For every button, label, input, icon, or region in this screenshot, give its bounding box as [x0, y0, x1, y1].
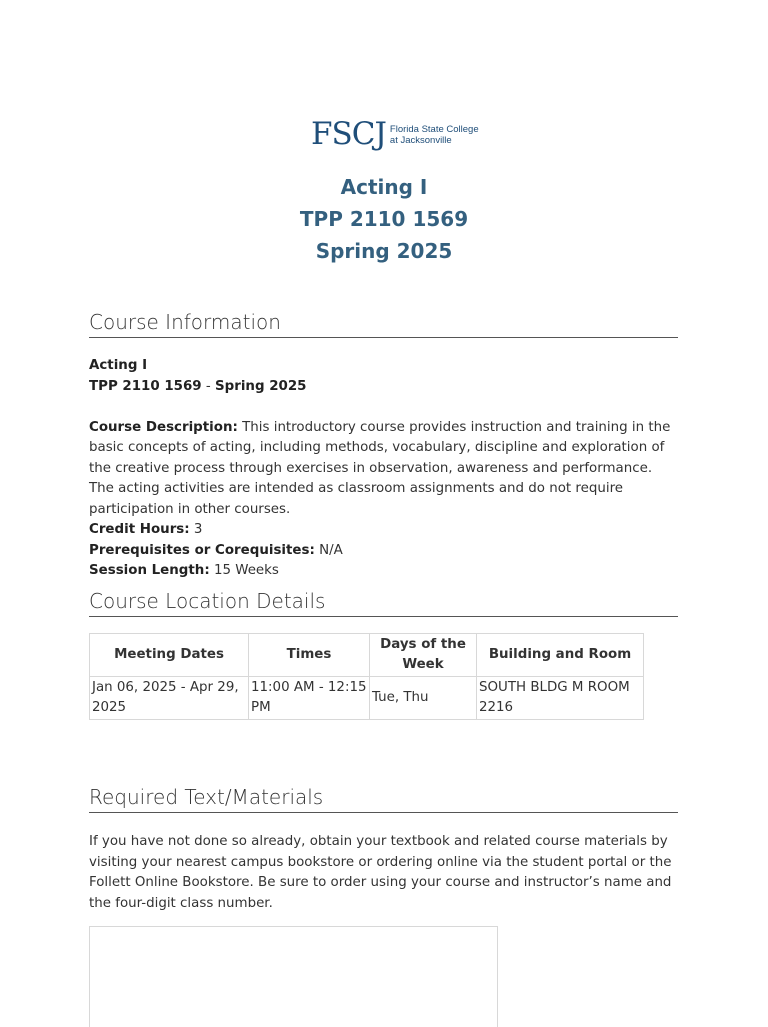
course-name: Acting I [89, 358, 148, 373]
table-row [90, 677, 644, 720]
course-information-heading: Course Information [89, 309, 678, 338]
logo-line-1: Florida State College [389, 124, 479, 135]
credit-hours-value: 3 [189, 522, 203, 537]
table-header-row [90, 634, 644, 677]
prerequisites-label: Prerequisites or Corequisites: [89, 542, 315, 558]
logo-text [390, 124, 479, 146]
session-length [89, 561, 678, 582]
column-header-times: Times [249, 634, 370, 677]
title-course-code: TPP 2110 1569 [299, 207, 469, 231]
course-description-text: This introductory course provides instruction and training in the basic concepts of acting, including methods, vocabulary, discipline and exploration of the creative process through exercises in observation, awareness and performance. The acting activities are intended as classroom assignments and do not require participation in other courses. [89, 419, 671, 517]
session-length-value: 15 Weeks [209, 563, 279, 578]
cell-times: 11:00 AM - 12:15 PM [249, 677, 370, 720]
column-header-meeting-dates: Meeting Dates [90, 634, 249, 677]
cell-days: Tue, Thu [370, 677, 477, 720]
fscj-logo [311, 115, 479, 153]
column-header-days: Days of the Week [370, 634, 477, 677]
prerequisites-value: N/A [314, 542, 343, 558]
cell-building-room: SOUTH BLDG M ROOM 2216 [477, 677, 644, 720]
course-term: Spring 2025 [214, 378, 307, 394]
logo-line-2: at Jacksonville [389, 135, 452, 146]
course-information-body [89, 356, 678, 582]
required-materials-text: If you have not done so already, obtain your textbook and related course materials by visiting your nearest campus bookstore or ordering online via the student portal or the Follett Online Bookstore. Be sure to order using your course and instructor’s name and the four-digit class number. [89, 834, 672, 911]
title-term: Spring 2025 [315, 239, 453, 263]
credit-hours [89, 520, 678, 541]
course-location-heading: Course Location Details [89, 588, 678, 617]
course-description-label: Course Description: [89, 419, 238, 435]
required-materials-heading: Required Text/Materials [89, 784, 678, 813]
cell-meeting-dates: Jan 06, 2025 - Apr 29, 2025 [90, 677, 249, 720]
session-length-label: Session Length: [89, 563, 210, 578]
prerequisites [89, 541, 678, 562]
column-header-building-room: Building and Room [477, 634, 644, 677]
logo-mark: FSCJ [311, 115, 386, 152]
credit-hours-label: Credit Hours: [89, 522, 190, 537]
course-code: TPP 2110 1569 [89, 378, 202, 394]
course-location-table [89, 633, 644, 720]
document-title [0, 171, 768, 267]
code-term-separator: - [201, 378, 215, 394]
course-description [89, 418, 678, 521]
title-course-name: Acting I [340, 175, 428, 199]
materials-table-frame [89, 926, 498, 1027]
